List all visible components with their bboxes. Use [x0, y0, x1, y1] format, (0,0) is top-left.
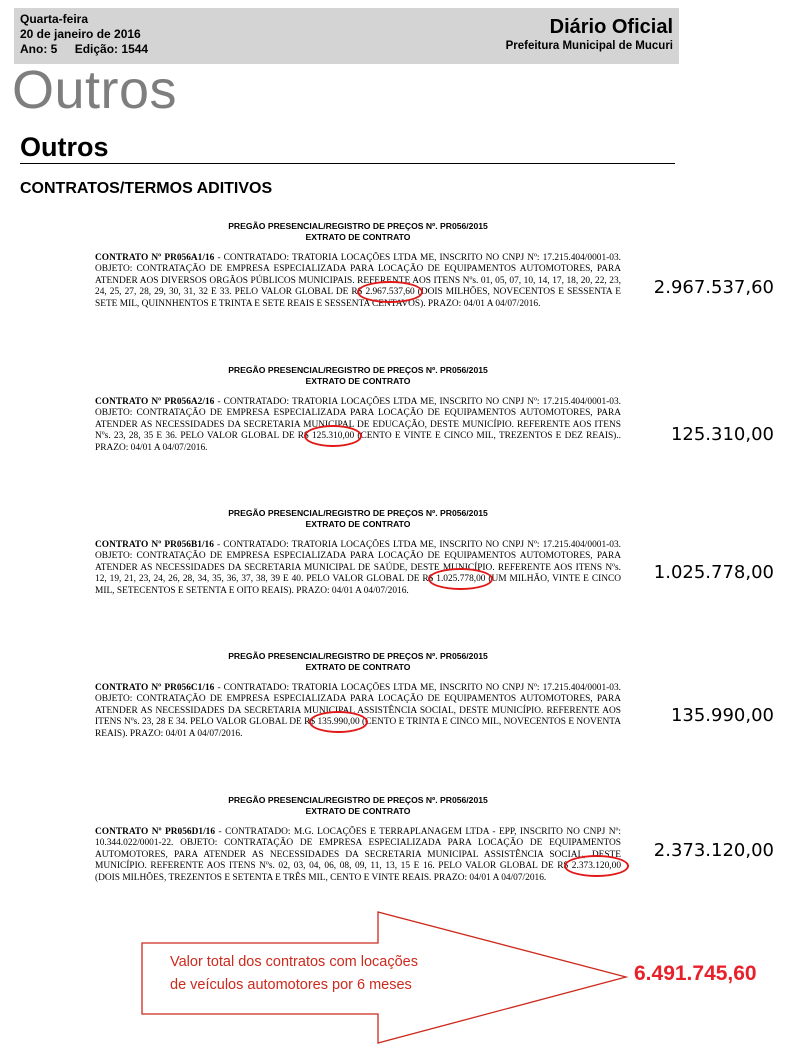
contract-value-callout: 135.990,00 [670, 705, 774, 726]
issue-numbers [20, 42, 148, 57]
contract-value-callout: 1.025.778,00 [653, 562, 774, 583]
issue-weekday: Quarta-feira [20, 12, 89, 26]
contract-heading: PREGÃO PRESENCIAL/REGISTRO DE PREÇOS Nº. PR056/2015 [228, 365, 488, 375]
contract-body-end: (CENTO E TRINTA E CINCO MIL, NOVECENTOS E NOVENTA REAIS). PRAZO: 04/01 A 04/07/2016. [95, 717, 621, 739]
contract-subheading: EXTRATO DE CONTRATO [305, 662, 411, 672]
contract-body-end: (UM MILHÃO, VINTE E CINCO MIL, SETECENTOS E SETENTA E OITO REAIS). PRAZO: 04/01 A 04/07/2016. [95, 574, 621, 596]
issue-date: 20 de janeiro de 2016 [20, 27, 141, 41]
contract-block [95, 795, 621, 884]
contract-block [95, 508, 621, 597]
contract-subheading: EXTRATO DE CONTRATO [305, 519, 411, 529]
contract-value-callout: 2.967.537,60 [653, 277, 774, 298]
contract-block [95, 365, 621, 454]
circled-amount: 125.310,00 [311, 431, 355, 442]
gazette-subtitle: Prefeitura Municipal de Mucuri [505, 40, 673, 52]
contract-value-callout: 2.373.120,00 [653, 840, 774, 861]
contract-heading: PREGÃO PRESENCIAL/REGISTRO DE PREÇOS Nº. PR056/2015 [228, 508, 488, 518]
contract-text [95, 683, 621, 740]
contract-number: CONTRATO Nº PR056C1/16 [95, 683, 215, 693]
circled-amount: 2.373.120,00 [571, 861, 621, 872]
contract-body: - CONTRATADO: TRATORIA LOCAÇÕES LTDA ME, INSCRITO NO CNPJ Nº: 17.215.404/0001-03. OBJETO: CONTRATAÇÃO DE EMPRESA ESPECIALIZADA PARA LOCAÇÃO DE EQUIPAMENTOS AUTOMOTORES, PARA ATENDER AOS DIVERSOS ORGÃOS PÚBLICOS MUNICIPAIS. REFERENTE AOS ITENS Nºs. 01, 05, 07, 10, 14, 17, 18, 20, 22, 23, 24, 25, 27, 28, 29, 30, 31, 32 E 33. PELO VALOR GLOBAL DE R$ [95, 253, 622, 298]
contract-subheading: EXTRATO DE CONTRATO [305, 376, 411, 386]
contract-subheading: EXTRATO DE CONTRATO [305, 232, 411, 242]
contract-body: - CONTRATADO: TRATORIA LOCAÇÕES LTDA ME, INSCRITO NO CNPJ Nº: 17.215.404/0001-03. OBJETO: CONTRATAÇÃO DE EMPRESA ESPECIALIZADA PARA LOCAÇÃO DE EQUIPAMENTOS AUTOMOTORES, PARA ATENDER AS NECESSIDADES DA SECRETARIA MUNICIPAL ASSISTÊNCIA SOCIAL, DESTE MUNICÍPIO. REFERENTE AOS ITENS Nºs. 23, 28 E 34. PELO VALOR GLOBAL DE R$ [95, 683, 622, 728]
issue-info [20, 12, 148, 57]
summary-line-1: Valor total dos contratos com locações [170, 954, 418, 970]
contract-text [95, 397, 621, 454]
contract-number: CONTRATO Nº PR056A1/16 [95, 253, 215, 263]
contract-number: CONTRATO Nº PR056D1/16 [95, 827, 216, 837]
year-value: 5 [50, 42, 58, 56]
contract-body-end: (CENTO E VINTE E CINCO MIL, TREZENTOS E DEZ REAIS).. PRAZO: 04/01 A 04/07/2016. [95, 431, 621, 453]
gazette-masthead [506, 16, 673, 54]
contract-number: CONTRATO Nº PR056B1/16 [95, 540, 214, 550]
contract-body: - CONTRATADO: M.G. LOCAÇÕES E TERRAPLANAGEM LTDA - EPP, INSCRITO NO CNPJ Nº: 10.344.022/0001-22. OBJETO: CONTRATAÇÃO DE EMPRESA ESPECIALIZADA PARA LOCAÇÃO DE EQUIPAMENTOS AUTOMOTORES, PARA ATENDER AS NECESSIDADES DA SECRETARIA MUNICIPAL ASSISTÊNCIA SOCIAL, DESTE MUNICÍPIO. REFERENTE AOS ITENS Nºs. 02, 03, 04, 06, 08, 09, 11, 13, 15 E 16. PELO VALOR GLOBAL DE R$ [95, 827, 621, 872]
contract-text [95, 253, 621, 310]
contract-body: - CONTRATADO: TRATORIA LOCAÇÕES LTDA ME, INSCRITO NO CNPJ Nº: 17.215.404/0001-03. OBJETO: CONTRATAÇÃO DE EMPRESA ESPECIALIZADA PARA LOCAÇÃO DE EQUIPAMENTOS AUTOMOTORES, PARA ATENDER AS NECESSIDADES DA SECRETARIA MUNICIPAL DE EDUCAÇÃO, DESTE MUNICÍPIO. REFERENTE AOS ITENS Nºs. 23, 28, 35 E 36. PELO VALOR GLOBAL DE R$ [95, 397, 622, 442]
gazette-header [14, 8, 679, 64]
contract-number: CONTRATO Nº PR056A2/16 [95, 397, 215, 407]
contract-block [95, 651, 621, 740]
section-ghost-title: Outros [12, 60, 178, 120]
total-value: 6.491.745,60 [634, 962, 757, 985]
contract-heading: PREGÃO PRESENCIAL/REGISTRO DE PREÇOS Nº. PR056/2015 [228, 795, 488, 805]
edition-value: 1544 [121, 42, 149, 56]
contract-heading: PREGÃO PRESENCIAL/REGISTRO DE PREÇOS Nº. PR056/2015 [228, 651, 488, 661]
year-label: Ano: [20, 42, 48, 56]
section-title: Outros [20, 132, 109, 162]
contract-block [95, 221, 621, 310]
contract-subheading: EXTRATO DE CONTRATO [305, 806, 411, 816]
contract-body: - CONTRATADO: TRATORIA LOCAÇÕES LTDA ME, INSCRITO NO CNPJ Nº: 17.215.404/0001-03. OBJETO: CONTRATAÇÃO DE EMPRESA ESPECIALIZADA PARA LOCAÇÃO DE EQUIPAMENTOS AUTOMOTORES, PARA ATENDER AS NECESSIDADES DA SECRETARIA MUNICIPAL DE SAÚDE, DESTE MUNICÍPIO. REFERENTE AOS ITENS Nºs. 12, 19, 21, 23, 24, 26, 28, 34, 35, 36, 37, 38, 39 E 40. PELO VALOR GLOBAL DE R$ [95, 540, 622, 585]
circled-amount: 135.990,00 [317, 717, 360, 728]
section-divider [20, 163, 675, 164]
contract-heading: PREGÃO PRESENCIAL/REGISTRO DE PREÇOS Nº. PR056/2015 [228, 221, 488, 231]
contract-value-callout: 125.310,00 [670, 424, 774, 445]
contract-text [95, 827, 621, 884]
contract-body-end: (DOIS MILHÕES, TREZENTOS E SETENTA E TRÊS MIL, CENTO E VINTE REAIS. PRAZO: 04/01 A 04/07/2016. [95, 872, 547, 883]
gazette-title: Diário Oficial [549, 16, 673, 38]
circled-amount: 2.967.537,60 [365, 287, 415, 298]
summary-caption [170, 951, 418, 997]
contract-body-end: (DOIS MILHÕES, NOVECENTOS E SESSENTA E SETE MIL, QUINNHENTOS E TRINTA E SETE REAIS E SESSENTA CENTAVOS). PRAZO: 04/01 A 04/07/2016. [95, 287, 621, 309]
summary-line-2: de veículos automotores por 6 meses [170, 977, 412, 993]
circled-amount: 1.025.778,00 [436, 574, 486, 585]
edition-label: Edição: [74, 42, 119, 56]
contract-text [95, 540, 621, 597]
subsection-title: CONTRATOS/TERMOS ADITIVOS [20, 180, 273, 197]
